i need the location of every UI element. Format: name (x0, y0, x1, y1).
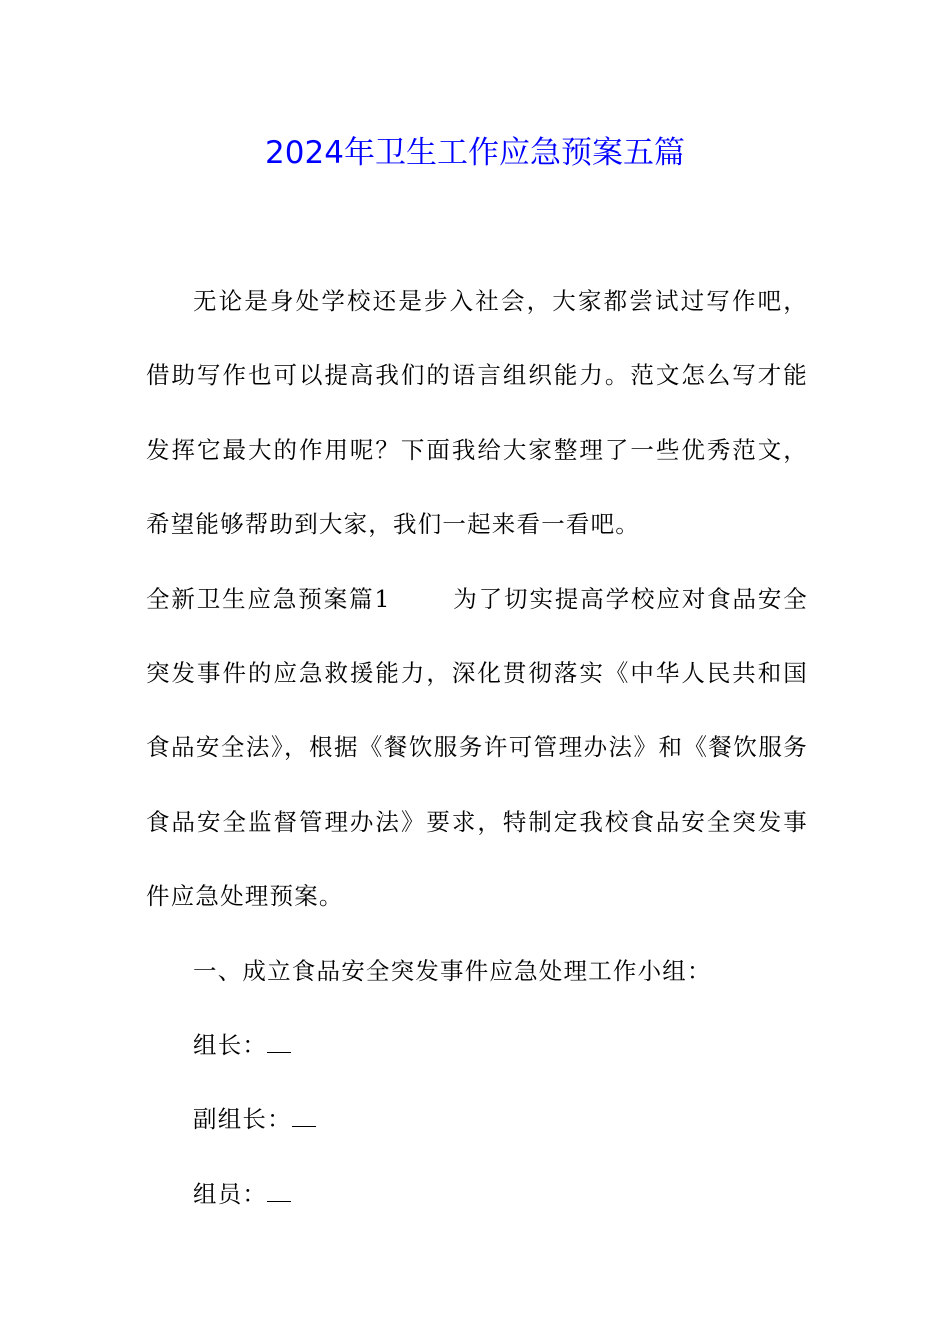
member-label: 组员： (193, 1179, 268, 1208)
section-heading: 全新卫生应急预案篇1 (146, 584, 391, 613)
deputy-label: 副组长： (193, 1105, 292, 1134)
document-body (146, 264, 808, 1231)
deputy-line (146, 1082, 808, 1156)
item-heading: 一、成立食品安全突发事件应急处理工作小组： (193, 956, 712, 985)
member-blank (267, 1183, 291, 1202)
document-title: 2024年卫生工作应急预案五篇 (265, 135, 685, 171)
leader-blank (267, 1034, 291, 1053)
section-paragraph (146, 562, 808, 934)
deputy-blank (292, 1108, 316, 1127)
member-line (146, 1157, 808, 1231)
leader-line (146, 1008, 808, 1082)
section-body: 为了切实提高学校应对食品安全突发事件的应急救援能力，深化贯彻落实《中华人民共和国食品安全法》，根据《餐饮服务许可管理办法》和《餐饮服务食品安全监督管理办法》要求，特制定我校食品安全突发事件应急处理预案。 (146, 584, 808, 911)
intro-paragraph: 无论是身处学校还是步入社会，大家都尝试过写作吧，借助写作也可以提高我们的语言组织能力。范文怎么写才能发挥它最大的作用呢？下面我给大家整理了一些优秀范文，希望能够帮助到大家，我们一起来看一看吧。 (146, 287, 808, 539)
leader-label: 组长： (193, 1031, 268, 1060)
